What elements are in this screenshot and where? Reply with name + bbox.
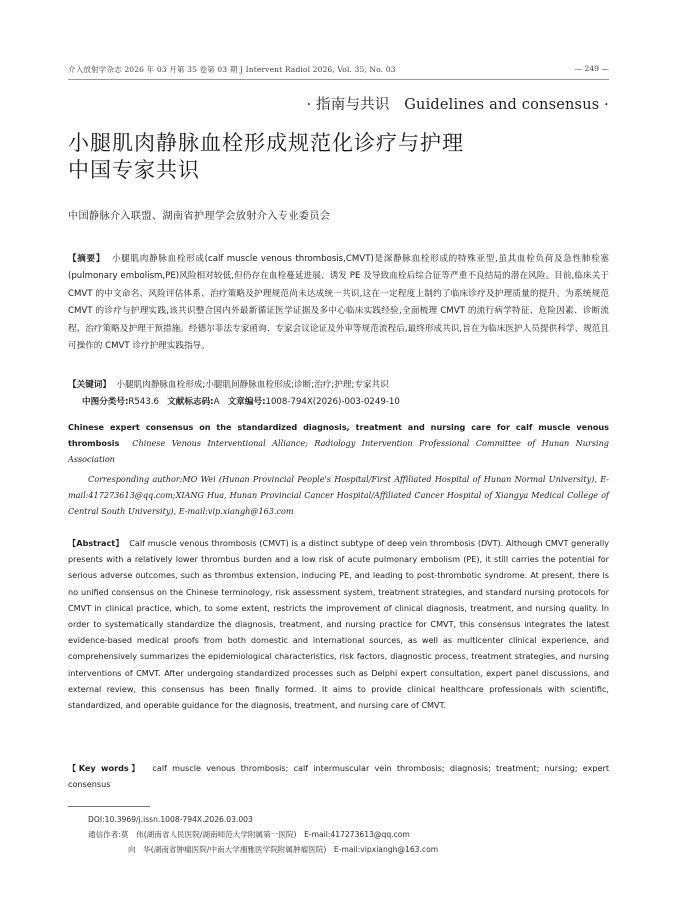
doc-code-value: A [213, 397, 220, 407]
article-no-value: 1008-794X(2026)-003-0249-10 [265, 397, 400, 407]
cn-keywords-label: 【关键词】 [68, 380, 111, 390]
en-title: Chinese expert consensus on the standardized diagnosis, treatment and nursing care for calf muscle venous thrombosis [68, 422, 609, 448]
en-keywords [68, 760, 609, 792]
running-head: 介入放射学杂志 2026 年 03 月第 35 卷第 03 期 J Intervent Radiol 2026, Vol. 35, No. 03 [68, 65, 396, 74]
page-number: — 249 — [574, 64, 609, 73]
en-authors: Chinese Venous Interventional Alliance; Radiology Intervention Professional Committee of Hunan Nursing Association [68, 437, 609, 464]
en-abstract-label: 【Abstract】 [68, 538, 124, 548]
authors: 中国静脉介入联盟、湖南省护理学会放射介入专业委员会 [68, 211, 331, 222]
doc-code-label: 文献标志码: [167, 397, 214, 407]
cn-keywords-text: 小腿肌肉静脉血栓形成;小腿肌间静脉血栓形成;诊断;治疗;护理;专家共识 [116, 380, 389, 390]
cn-classification [82, 394, 609, 410]
en-keywords-text: calf muscle venous thrombosis; calf intermuscular vein thrombosis; diagnosis; treatment; nursing; expert consensus [68, 763, 609, 789]
cn-abstract [68, 251, 609, 355]
title-line-2: 中国专家共识 [68, 158, 200, 182]
section-tag: · 指南与共识 Guidelines and consensus · [306, 97, 609, 113]
clc-label: 中图分类号: [82, 397, 129, 407]
cn-abstract-label: 【摘要】 [68, 254, 106, 264]
article-no-label: 文章编号: [227, 397, 266, 407]
cn-abstract-text: 小腿肌肉静脉血栓形成(calf muscle venous thrombosis,CMVT)是深静脉血栓形成的特殊亚型,虽其血栓负荷及急性肺栓塞(pulmonary embolism,PE)风险相对较低,但仍存在血栓蔓延进展、诱发 PE 及导致血栓后综合征等严重不良结局的潜在风险。目前,临床关于 CMVT 的中文命名、风险评估体系、治疗策略及护理规范尚未达成统一共识,这在一定程度上制约了临床诊疗及护理质量的提升。为系统规范 CMVT 的诊疗与护理实践,该共识整合国内外最新循证医学证据及多中心临床实践经验,全面梳理 CMVT 的流行病学特征、危险因素、诊断流程、治疗策略及护理干预措施。经德尔菲法专家函询、专家会议论证及外审等规范流程后,最终形成共识,旨在为临床医护人员提供科学、规范且可操作的 CMVT 诊疗护理实践指导。 [68, 254, 609, 352]
en-keywords-label: 【Key words】 [68, 763, 143, 773]
footnote-rule [68, 806, 150, 807]
footnote-corresponding-2: 向 华(湖南省肿瘤医院/中南大学湘雅医学院附属肿瘤医院) E-mail:vipxiangh@163.com [128, 845, 439, 854]
header-rule [68, 79, 609, 80]
cn-keywords [68, 377, 609, 393]
article-title [68, 130, 464, 184]
footnote-doi: DOI:10.3969/j.issn.1008-794X.2026.03.003 [88, 815, 253, 824]
title-line-1: 小腿肌肉静脉血栓形成规范化诊疗与护理 [68, 131, 464, 155]
en-corresponding: Corresponding author:MO Wei (Hunan Provincial People's Hospital/First Affiliated Hospital of Hunan Normal University), E-mail:417273613@qq.com;XIANG Hua, Hunan Provincial Cancer Hospital/Affiliated Cancer Hospital of Xiangya Medical College of Central South University), E-mail:vip.xiangh@163.com [68, 474, 609, 516]
en-title-block [68, 420, 609, 467]
clc-value: R543.6 [128, 397, 159, 407]
en-abstract [68, 535, 609, 713]
en-abstract-text: Calf muscle venous thrombosis (CMVT) is a distinct subtype of deep vein thrombosis (DVT). Although CMVT generally presents with a relatively lower thrombus burden and a low risk of acute pulmonary embolism (PE), it still carries the potential for serious adverse outcomes, such as thrombus extension, inducing PE, and leading to post-thrombotic syndrome. At present, there is no unified consensus on the Chinese terminology, risk assessment system, treatment strategies, and standard nursing protocols for CMVT in clinical practice, which, to some extent, restricts the improvement of clinical diagnosis, treatment, and nursing quality. In order to systematically standardize the diagnosis, treatment, and nursing practice for CMVT, this consensus integrates the latest evidence-based medical proofs from both domestic and international sources, as well as multicenter clinical experience, and comprehensively summarizes the epidemiological characteristics, risk factors, diagnostic process, treatment strategies, and nursing interventions of CMVT. After undergoing standardized processes such as Delphi expert consultation, expert panel discussions, and external review, this consensus has been finally formed. It aims to provide clinical healthcare professionals with scientific, standardized, and operable guidance for the diagnosis, treatment, and nursing care of CMVT. [68, 538, 609, 711]
footnote-corresponding-1: 通信作者:莫 伟(湖南省人民医院/湖南师范大学附属第一医院) E-mail:417273613@qq.com [88, 830, 410, 839]
